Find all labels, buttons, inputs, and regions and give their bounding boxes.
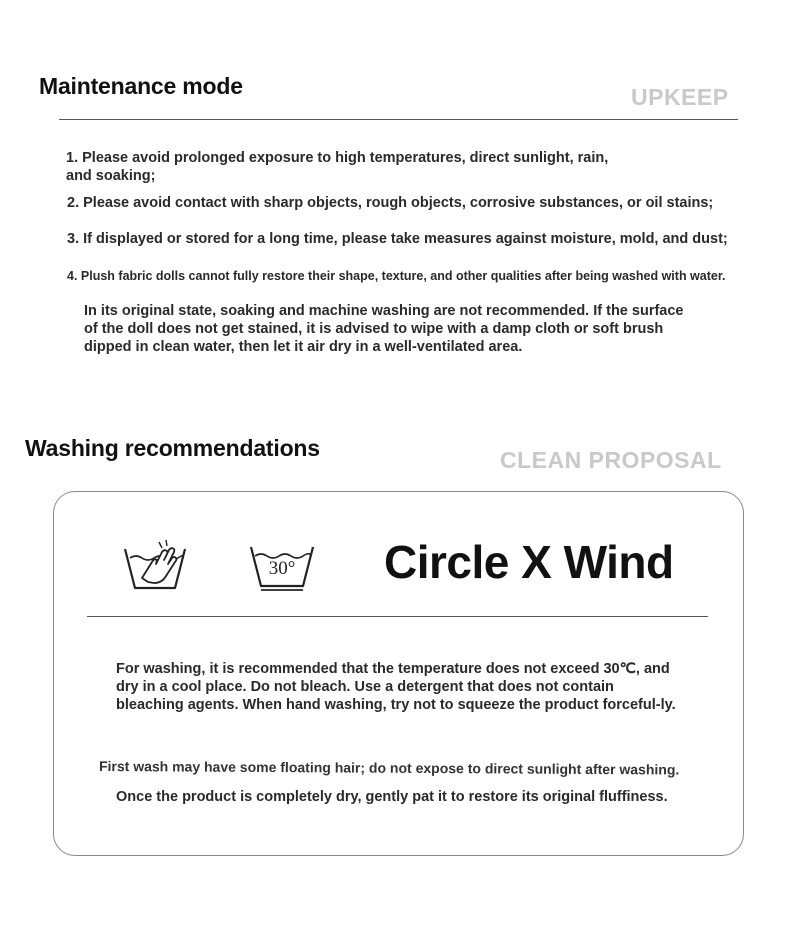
wash-temperature-label: 30° <box>268 558 296 579</box>
maintenance-item-3: 3. If displayed or stored for a long time, please take measures against moisture, mold, and dust; <box>67 231 728 247</box>
wash-30-icon <box>249 544 315 592</box>
maintenance-tag: UPKEEP <box>631 84 729 110</box>
washing-card-divider <box>87 616 708 617</box>
maintenance-item-4: 4. Plush fabric dolls cannot fully restore their shape, texture, and other qualities after being washed with water. <box>67 269 726 283</box>
maintenance-title: Maintenance mode <box>39 73 243 99</box>
maintenance-paragraph: In its original state, soaking and machine washing are not recommended. If the surface of the doll does not get stained, it is advised to wipe with a damp cloth or soft brush dipped in clean water, then let it air dry in a well-ventilated area. <box>84 303 684 355</box>
washing-note-2: First wash may have some floating hair; do not expose to direct sunlight after washing. <box>98 758 680 778</box>
maintenance-divider <box>59 119 738 120</box>
hand-wash-icon <box>122 536 188 592</box>
washing-note-3: Once the product is completely dry, gently pat it to restore its original fluffiness. <box>116 789 668 805</box>
washing-note-1: For washing, it is recommended that the temperature does not exceed 30℃, and dry in a cool place. Do not bleach. Use a detergent that does not contain bleaching agents. When hand washing, try not to squeeze the product forceful-ly. <box>116 661 676 713</box>
maintenance-item-2: 2. Please avoid contact with sharp objects, rough objects, corrosive substances, or oil stains; <box>67 195 714 211</box>
washing-title: Washing recommendations <box>25 435 320 461</box>
product-name-label: Circle X Wind <box>384 536 674 588</box>
washing-tag: CLEAN PROPOSAL <box>500 447 722 473</box>
maintenance-item-1: 1. Please avoid prolonged exposure to high temperatures, direct sunlight, rain, and soaking; <box>66 150 609 184</box>
